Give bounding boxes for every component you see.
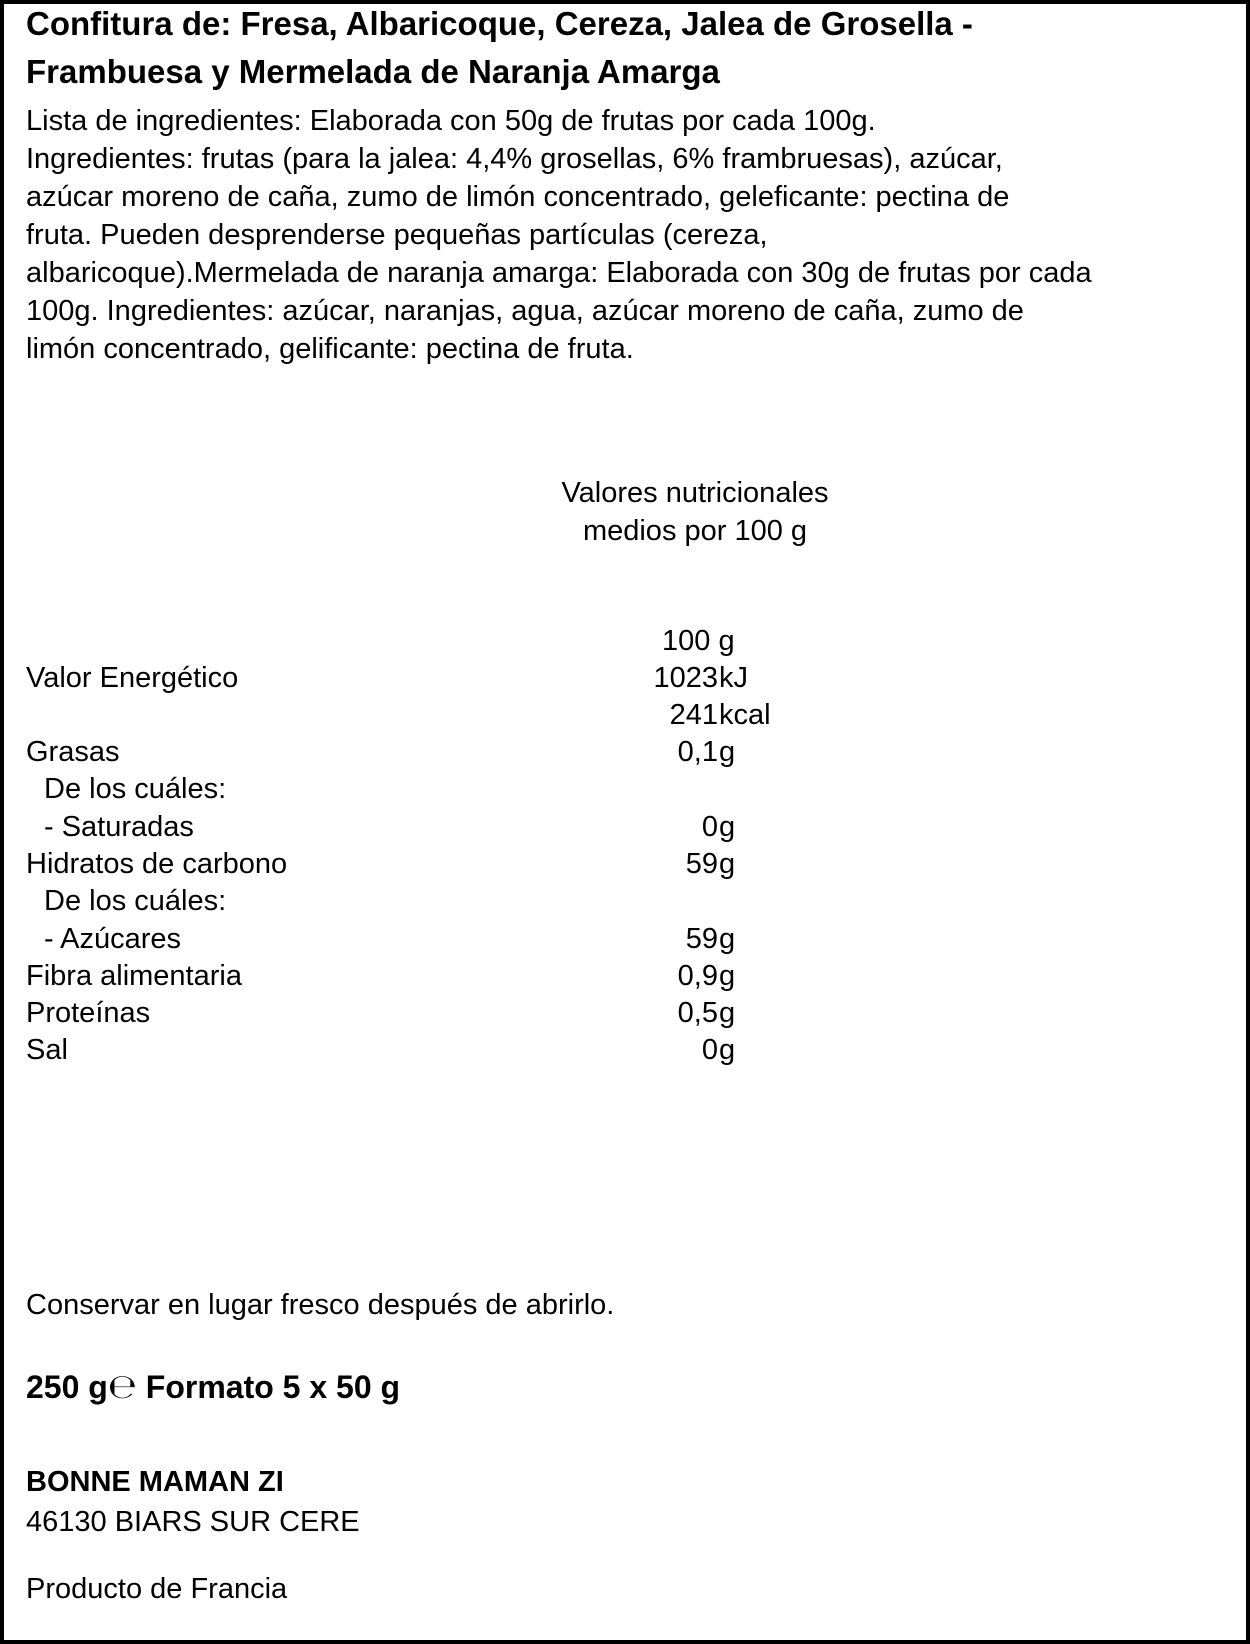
ingredients-line: albaricoque).Mermelada de naranja amarga: Elaborada con 30g de frutas por cada — [26, 257, 1092, 289]
nutrient-value-energy-kcal: 241 — [669, 699, 718, 731]
nutrient-label-energy: Valor Energético — [26, 662, 239, 694]
nutrient-label-fibre: Fibra alimentaria — [26, 960, 242, 992]
country-of-origin: Producto de Francia — [26, 1573, 288, 1605]
nutrition-column-header: 100 g — [662, 625, 735, 657]
nutrient-unit-fat: g — [719, 736, 736, 768]
estimated-sign-icon: ℮ — [107, 1367, 137, 1407]
nutrient-value-carbohydrate: 59 — [685, 848, 718, 880]
ingredients-line: fruta. Pueden desprenderse pequeñas partículas (cereza, — [26, 219, 768, 251]
net-weight-line — [26, 1367, 400, 1407]
net-weight: 250 g — [26, 1369, 108, 1405]
manufacturer-name: BONNE MAMAN ZI — [26, 1466, 284, 1498]
nutrient-sublabel-of-which: De los cuáles: — [44, 885, 227, 917]
ingredients-line: 100g. Ingredientes: azúcar, naranjas, agua, azúcar moreno de caña, zumo de — [26, 295, 1024, 327]
nutrient-value-protein: 0,5 — [677, 997, 718, 1029]
nutrient-unit-kcal: kcal — [719, 699, 771, 731]
nutrient-label-protein: Proteínas — [26, 997, 151, 1029]
product-title-line-2: Frambuesa y Mermelada de Naranja Amarga — [26, 53, 720, 90]
nutrition-heading-line-1: Valores nutricionales — [561, 477, 829, 509]
nutrient-unit-sugars: g — [719, 923, 736, 955]
ingredients-line: Ingredientes: frutas (para la jalea: 4,4% grosellas, 6% frambruesas), azúcar, — [26, 143, 1003, 175]
nutrition-heading-line-2: medios por 100 g — [582, 515, 808, 547]
nutrient-value-energy-kj: 1023 — [653, 662, 718, 694]
product-title-line-1: Confitura de: Fresa, Albaricoque, Cereza, Jalea de Grosella - — [26, 5, 973, 42]
nutrient-unit-carbohydrate: g — [719, 848, 736, 880]
nutrient-label-fat: Grasas — [26, 736, 120, 768]
nutrient-sublabel-of-which: De los cuáles: — [44, 773, 227, 805]
nutrient-unit-protein: g — [719, 997, 736, 1029]
nutrient-label-sugars: - Azúcares — [44, 923, 181, 955]
ingredients-list — [26, 102, 1226, 368]
ingredients-line: Lista de ingredientes: Elaborada con 50g de frutas por cada 100g. — [26, 105, 876, 137]
nutrient-value-sugars: 59 — [685, 923, 718, 955]
nutrient-unit-salt: g — [719, 1034, 736, 1066]
nutrient-value-fibre: 0,9 — [677, 960, 718, 992]
nutrient-value-salt: 0 — [701, 1034, 718, 1066]
ingredients-line: limón concentrado, gelificante: pectina de fruta. — [26, 333, 634, 365]
nutrient-unit-saturates: g — [719, 811, 736, 843]
nutrient-label-carbohydrate: Hidratos de carbono — [26, 848, 288, 880]
manufacturer-address: 46130 BIARS SUR CERE — [26, 1506, 360, 1538]
nutrient-value-fat: 0,1 — [677, 736, 718, 768]
nutrient-unit-kj: kJ — [719, 662, 748, 694]
storage-instructions: Conservar en lugar fresco después de abrirlo. — [26, 1289, 615, 1321]
pack-format: Formato 5 x 50 g — [145, 1369, 401, 1405]
nutrient-value-saturates: 0 — [701, 811, 718, 843]
nutrient-unit-fibre: g — [719, 960, 736, 992]
nutrient-label-saturates: - Saturadas — [44, 811, 194, 843]
nutrient-label-salt: Sal — [26, 1034, 68, 1066]
ingredients-line: azúcar moreno de caña, zumo de limón concentrado, geleficante: pectina de — [26, 181, 1010, 213]
